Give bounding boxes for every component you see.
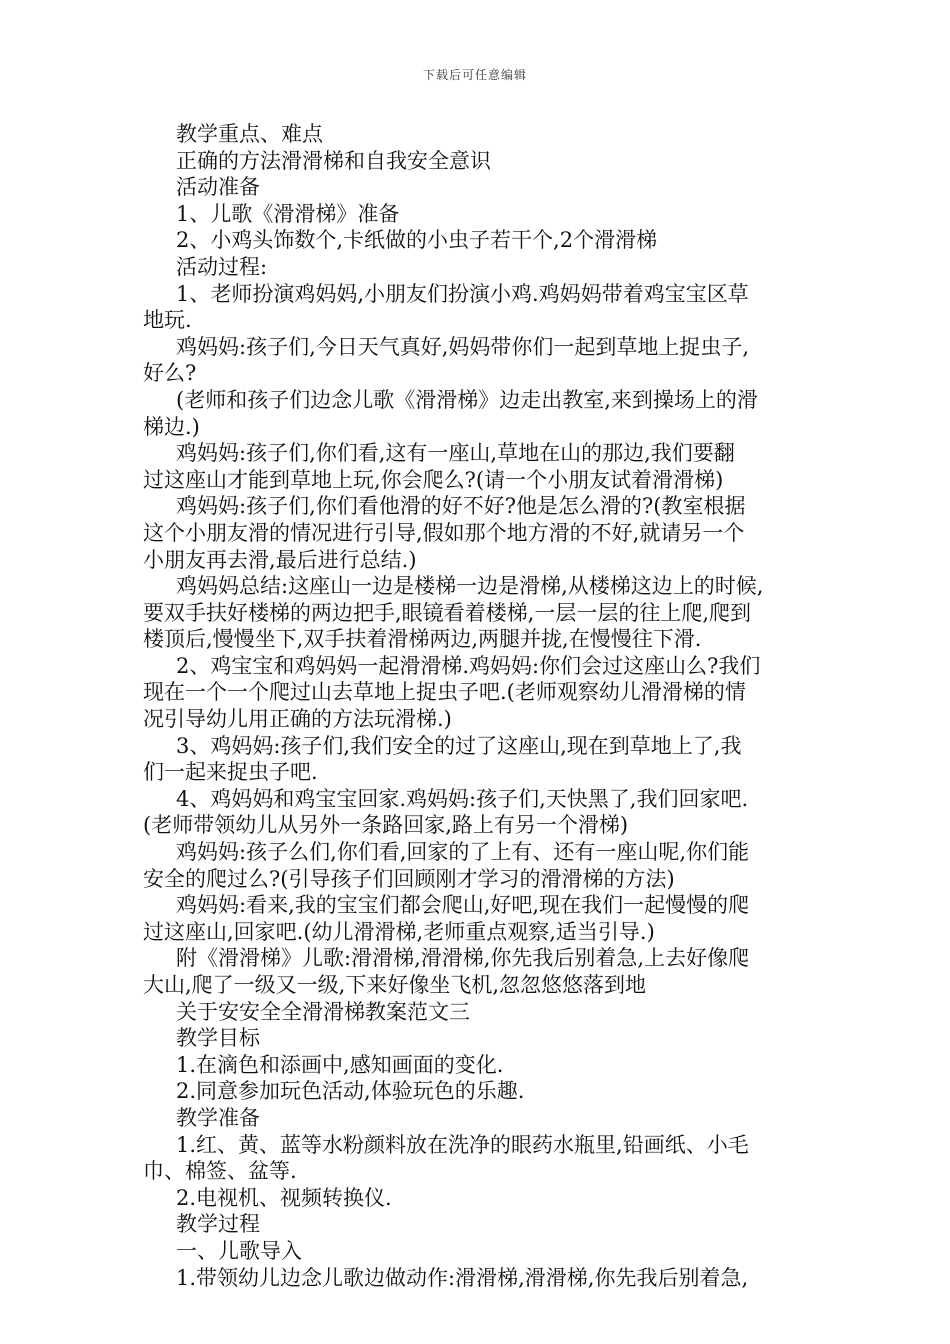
text-line: 鸡妈妈:孩子们,你们看,这有一座山,草地在山的那边,我们要翻 bbox=[176, 441, 735, 466]
text-line: 鸡妈妈:孩子们,今日天气真好,妈妈带你们一起到草地上捉虫子, bbox=[176, 334, 750, 359]
text-line: 鸡妈妈:孩子们,你们看他滑的好不好?他是怎么滑的?(教室根据 bbox=[176, 494, 746, 519]
text-line: 大山,爬了一级又一级,下来好像坐飞机,忽忽悠悠落到地 bbox=[143, 973, 647, 997]
text-line: 活动过程: bbox=[176, 254, 268, 279]
text-line: 1、老师扮演鸡妈妈,小朋友们扮演小鸡.鸡妈妈带着鸡宝宝区草 bbox=[176, 281, 749, 306]
text-line: 教学目标 bbox=[176, 1026, 260, 1051]
text-line: 过这座山才能到草地上玩,你会爬么?(请一个小朋友试着滑滑梯) bbox=[143, 467, 724, 492]
text-line: 梯边.) bbox=[143, 414, 200, 439]
text-line: 1、儿歌《滑滑梯》准备 bbox=[176, 201, 400, 226]
text-line: 楼顶后,慢慢坐下,双手扶着滑梯两边,两腿并拢,在慢慢往下滑. bbox=[143, 627, 702, 652]
document-body bbox=[143, 121, 813, 1291]
text-line: 鸡妈妈总结:这座山一边是楼梯一边是滑梯,从楼梯这边上的时候, bbox=[176, 574, 764, 599]
text-line: 要双手扶好楼梯的两边把手,眼镜看着楼梯,一层一层的往上爬,爬到 bbox=[143, 600, 752, 625]
text-line: 2.电视机、视频转换仪. bbox=[176, 1185, 392, 1210]
text-line: 况引导幼儿用正确的方法玩滑梯.) bbox=[143, 707, 452, 732]
text-line: 教学重点、难点 bbox=[176, 122, 323, 146]
text-line: 小朋友再去滑,最后进行总结.) bbox=[143, 547, 417, 572]
text-line: 1.红、黄、蓝等水粉颜料放在洗净的眼药水瓶里,铅画纸、小毛 bbox=[176, 1132, 749, 1157]
text-line: 鸡妈妈:孩子么们,你们看,回家的了上有、还有一座山呢,你们能 bbox=[176, 840, 750, 865]
text-line: 教学准备 bbox=[176, 1105, 260, 1130]
text-line: 地玩. bbox=[143, 308, 192, 333]
text-line: 过这座山,回家吧.(幼儿滑滑梯,老师重点观察,适当引导.) bbox=[143, 919, 655, 944]
text-line: 安全的爬过么?(引导孩子们回顾刚才学习的滑滑梯的方法) bbox=[143, 866, 675, 891]
text-line: 一、儿歌导入 bbox=[176, 1238, 302, 1263]
text-line: 巾、棉签、盆等. bbox=[143, 1159, 297, 1184]
text-line: 现在一个一个爬过山去草地上捉虫子吧.(老师观察幼儿滑滑梯的情 bbox=[143, 680, 746, 705]
text-line: 活动准备 bbox=[176, 175, 260, 200]
text-line: 这个小朋友滑的情况进行引导,假如那个地方滑的不好,就请另一个 bbox=[143, 520, 745, 545]
page-header: 下载后可任意编辑 bbox=[422, 68, 527, 82]
text-line: 4、鸡妈妈和鸡宝宝回家.鸡妈妈:孩子们,天快黑了,我们回家吧. bbox=[176, 786, 749, 811]
text-line: 3、鸡妈妈:孩子们,我们安全的过了这座山,现在到草地上了,我 bbox=[176, 733, 742, 758]
text-line: 们一起来捉虫子吧. bbox=[143, 760, 318, 785]
text-line: 附《滑滑梯》儿歌:滑滑梯,滑滑梯,你先我后别着急,上去好像爬 bbox=[176, 946, 750, 971]
text-line: 2、小鸡头饰数个,卡纸做的小虫子若干个,2个滑滑梯 bbox=[176, 228, 658, 253]
text-line: 1.在滴色和添画中,感知画面的变化. bbox=[176, 1052, 504, 1077]
text-line: 鸡妈妈:看来,我的宝宝们都会爬山,好吧,现在我们一起慢慢的爬 bbox=[176, 893, 750, 918]
text-line: 好么? bbox=[143, 361, 197, 386]
text-line: 关于安安全全滑滑梯教案范文三 bbox=[176, 999, 470, 1024]
text-line: (老师带领幼儿从另外一条路回家,路上有另一个滑梯) bbox=[143, 813, 629, 838]
text-line: (老师和孩子们边念儿歌《滑滑梯》边走出教室,来到操场上的滑 bbox=[176, 387, 758, 412]
text-line: 正确的方法滑滑梯和自我安全意识 bbox=[176, 148, 491, 173]
text-line: 教学过程 bbox=[176, 1212, 260, 1237]
text-line: 2.同意参加玩色活动,体验玩色的乐趣. bbox=[176, 1079, 525, 1104]
text-line: 1.带领幼儿边念儿歌边做动作:滑滑梯,滑滑梯,你先我后别着急, bbox=[176, 1265, 749, 1290]
text-line: 2、鸡宝宝和鸡妈妈一起滑滑梯.鸡妈妈:你们会过这座山么?我们 bbox=[176, 653, 761, 678]
